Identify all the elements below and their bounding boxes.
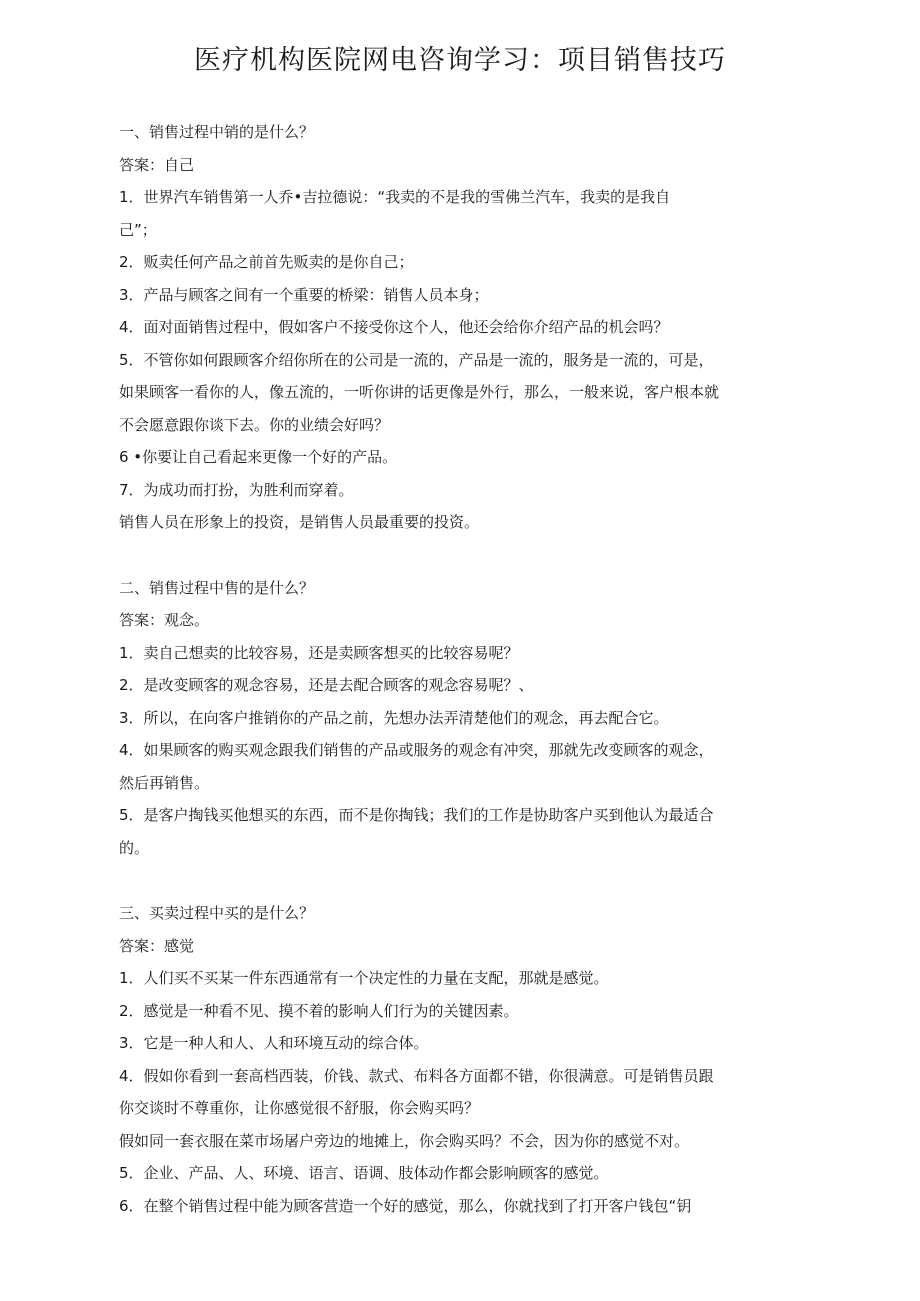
paragraph-line: 2．贩卖任何产品之前首先贩卖的是你自己； [119, 253, 414, 271]
section-divider [119, 864, 809, 897]
paragraph-line: 不会愿意跟你谈下去。你的业绩会好吗？ [119, 415, 390, 434]
paragraph-line: 4．面对面销售过程中，假如客户不接受你这个人，他还会给你介绍产品的机会吗？ [119, 318, 669, 336]
paragraph-line: 6 •你要让自己看起来更像一个好的产品。 [119, 448, 398, 466]
paragraph-line: 1．世界汽车销售第一人乔•吉拉德说：“我卖的不是我的雪佛兰汽车，我卖的是我自 [119, 188, 671, 206]
paragraph-line: 4．如果顾客的购买观念跟我们销售的产品或服务的观念有冲突，那就先改变顾客的观念， [119, 741, 714, 759]
paragraph-line: 3．产品与顾客之间有一个重要的桥梁：销售人员本身； [119, 285, 489, 304]
paragraph-line: 销售人员在形象上的投资，是销售人员最重要的投资。 [119, 513, 480, 531]
section-2 [119, 572, 809, 865]
paragraph-line: 己”； [119, 220, 157, 239]
section-1 [119, 116, 809, 539]
section-2-heading: 二、销售过程中售的是什么？ [119, 578, 315, 597]
section-divider [119, 539, 809, 572]
paragraph-line: 4．假如你看到一套高档西装，价钱、款式、布料各方面都不错，你很满意。可是销售员跟 [119, 1066, 714, 1085]
paragraph-line: 2．是改变顾客的观念容易，还是去配合顾客的观念容易呢？、 [119, 676, 534, 694]
paragraph-line: 的。 [119, 838, 150, 857]
document-body [119, 116, 809, 1222]
paragraph-line: 5．是客户掏钱买他想买的东西，而不是你掏钱；我们的工作是协助客户买到他认为最适合 [119, 806, 714, 824]
section-1-heading: 一、销售过程中销的是什么？ [119, 123, 315, 141]
paragraph-line: 然后再销售。 [119, 773, 210, 792]
paragraph-line: 如果顾客一看你的人，像五流的，一听你讲的话更像是外行，那么，一般来说，客户根本就 [119, 383, 720, 401]
section-3-heading: 三、买卖过程中买的是什么？ [119, 904, 315, 922]
section-3 [119, 897, 809, 1222]
paragraph-line: 5．企业、产品、人、环境、语言、语调、肢体动作都会影响顾客的感觉。 [119, 1164, 609, 1182]
paragraph-line: 1．卖自己想卖的比较容易，还是卖顾客想买的比较容易呢？ [119, 643, 519, 662]
paragraph-line: 你交谈时不尊重你，让你感觉很不舒服，你会购买吗？ [119, 1099, 480, 1117]
paragraph-line: 7．为成功而打扮，为胜利而穿着。 [119, 480, 354, 499]
paragraph-line: 假如同一套衣服在菜市场屠户旁边的地摊上，你会购买吗？不会，因为你的感觉不对。 [119, 1131, 690, 1150]
section-1-answer: 答案：自己 [119, 155, 195, 174]
paragraph-line: 1．人们买不买某一件东西通常有一个决定性的力量在支配，那就是感觉。 [119, 969, 609, 987]
section-2-answer: 答案：观念。 [119, 611, 210, 629]
paragraph-line: 5．不管你如何跟顾客介绍你所在的公司是一流的，产品是一流的，服务是一流的，可是， [119, 350, 714, 369]
paragraph-line: 3．它是一种人和人、人和环境互动的综合体。 [119, 1034, 429, 1052]
paragraph-line: 6．在整个销售过程中能为顾客营造一个好的感觉，那么，你就找到了打开客户钱包“钥 [119, 1196, 692, 1215]
paragraph-line: 3．所以，在向客户推销你的产品之前，先想办法弄清楚他们的观念，再去配合它。 [119, 708, 669, 727]
document-title: 医疗机构医院网电咨询学习：项目销售技巧 [194, 45, 726, 76]
paragraph-line: 2．感觉是一种看不见、摸不着的影响人们行为的关键因素。 [119, 1001, 519, 1020]
section-3-answer: 答案：感觉 [119, 936, 195, 955]
